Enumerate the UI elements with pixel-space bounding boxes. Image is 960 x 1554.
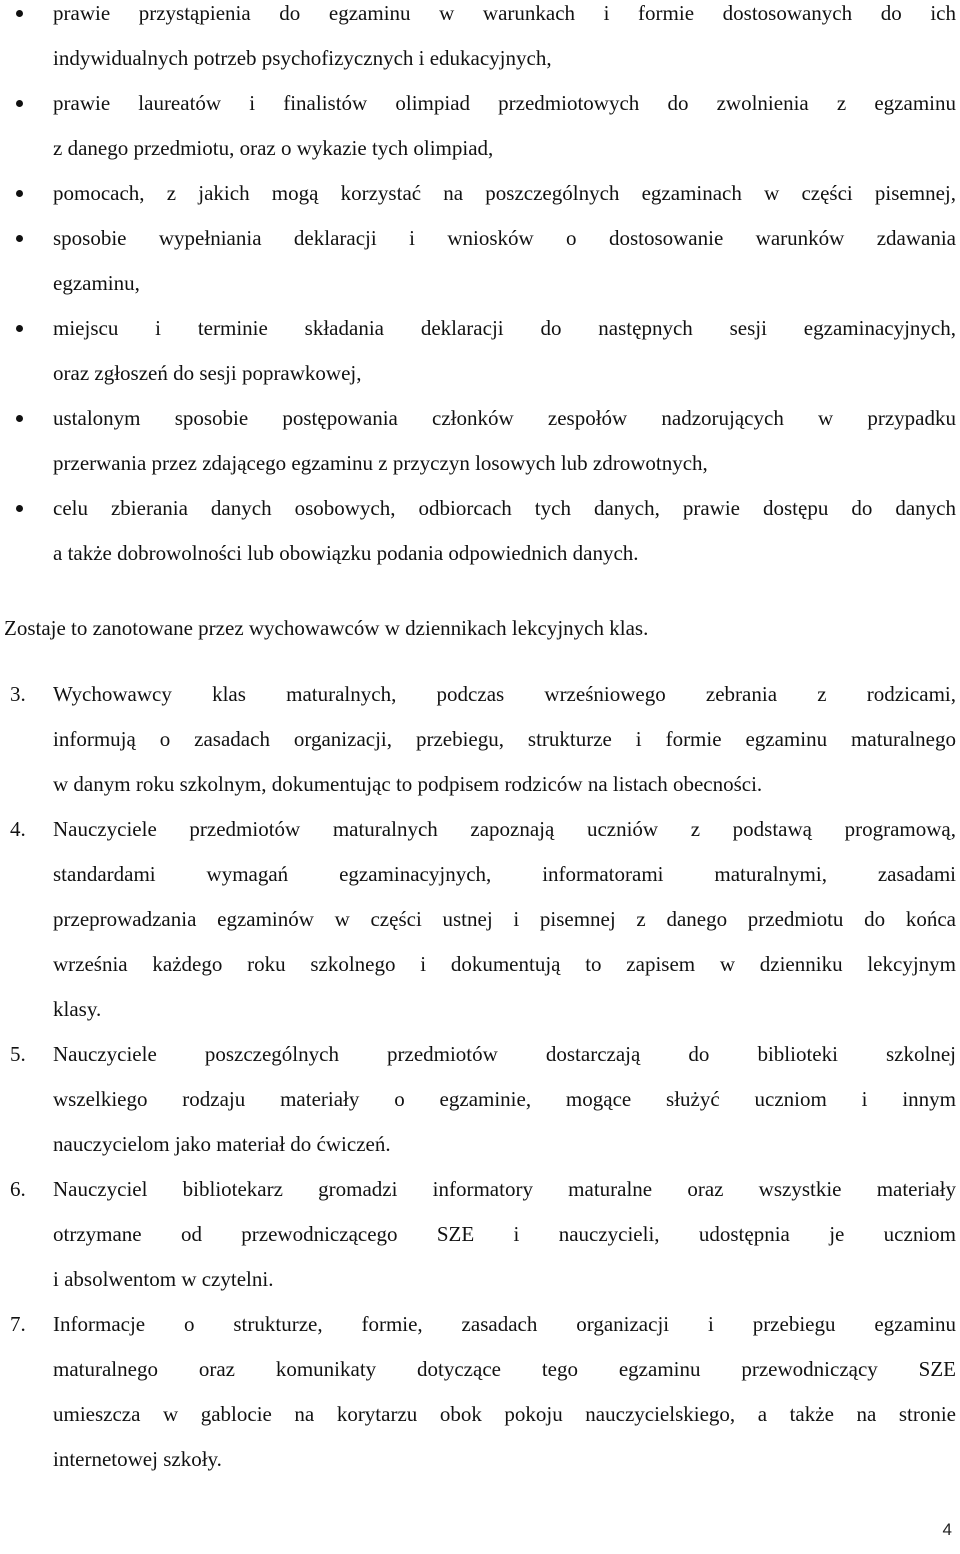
- item-line: Wychowawcy klas maturalnych, podczas wrześniowego zebrania z rodzicami,: [53, 682, 956, 706]
- item-line: informują o zasadach organizacji, przebiegu, strukturze i formie egzaminu maturalnego: [53, 727, 956, 751]
- page-number: 4: [942, 1520, 952, 1539]
- item-line: umieszcza w gablocie na korytarzu obok pokoju nauczycielskiego, a także na stronie: [53, 1402, 956, 1426]
- bullet-dot-icon: [16, 235, 23, 242]
- numbered-item: [0, 672, 960, 807]
- item-line: standardami wymagań egzaminacyjnych, informatorami maturalnymi, zasadami: [53, 862, 956, 886]
- numbered-item: [0, 1302, 960, 1482]
- bullet-line: pomocach, z jakich mogą korzystać na poszczególnych egzaminach w części pisemnej,: [53, 181, 956, 205]
- item-line: Nauczyciel bibliotekarz gromadzi informatory maturalne oraz wszystkie materiały: [53, 1177, 956, 1201]
- bullet-line: a także dobrowolności lub obowiązku podania odpowiednich danych.: [53, 541, 639, 565]
- bullet-line: sposobie wypełniania deklaracji i wniosków o dostosowanie warunków zdawania: [53, 226, 956, 250]
- bullet-line: prawie laureatów i finalistów olimpiad przedmiotowych do zwolnienia z egzaminu: [53, 91, 956, 115]
- bullet-item: [0, 171, 960, 216]
- item-number: 6.: [10, 1177, 26, 1201]
- bullet-dot-icon: [16, 100, 23, 107]
- bullet-item: [0, 306, 960, 396]
- item-line: klasy.: [53, 997, 102, 1021]
- item-line: maturalnego oraz komunikaty dotyczące tego egzaminu przewodniczący SZE: [53, 1357, 956, 1381]
- bullet-item: [0, 486, 960, 576]
- item-number: 4.: [10, 817, 26, 841]
- item-line: internetowej szkoły.: [53, 1447, 222, 1471]
- bullet-line: egzaminu,: [53, 271, 140, 295]
- item-line: Nauczyciele poszczególnych przedmiotów dostarczają do biblioteki szkolnej: [53, 1042, 956, 1066]
- bullet-list: [0, 0, 960, 576]
- bullet-line: prawie przystąpienia do egzaminu w warunkach i formie dostosowanych do ich: [53, 1, 956, 25]
- bullet-line: celu zbierania danych osobowych, odbiorcach tych danych, prawie dostępu do danych: [53, 496, 956, 520]
- bullet-dot-icon: [16, 325, 23, 332]
- bullet-line: indywidualnych potrzeb psychofizycznych i edukacyjnych,: [53, 46, 552, 70]
- bullet-dot-icon: [16, 415, 23, 422]
- item-line: otrzymane od przewodniczącego SZE i nauczycieli, udostępnia je uczniom: [53, 1222, 956, 1246]
- bullet-item: [0, 0, 960, 81]
- item-line: Informacje o strukturze, formie, zasadach organizacji i przebiegu egzaminu: [53, 1312, 956, 1336]
- item-line: wszelkiego rodzaju materiały o egzaminie, mogące służyć uczniom i innym: [53, 1087, 956, 1111]
- item-line: w danym roku szkolnym, dokumentując to podpisem rodziców na listach obecności.: [53, 772, 763, 796]
- note-paragraph: Zostaje to zanotowane przez wychowawców w dziennikach lekcyjnych klas.: [4, 616, 649, 640]
- bullet-dot-icon: [16, 505, 23, 512]
- numbered-item: [0, 807, 960, 1032]
- bullet-item: [0, 81, 960, 171]
- bullet-line: ustalonym sposobie postępowania członków zespołów nadzorujących w przypadku: [53, 406, 956, 430]
- bullet-line: miejscu i terminie składania deklaracji do następnych sesji egzaminacyjnych,: [53, 316, 956, 340]
- numbered-list: [0, 672, 960, 1482]
- item-line: przeprowadzania egzaminów w części ustnej i pisemnej z danego przedmiotu do końca: [53, 907, 956, 931]
- bullet-dot-icon: [16, 190, 23, 197]
- bullet-item: [0, 396, 960, 486]
- item-line: nauczycielom jako materiał do ćwiczeń.: [53, 1132, 391, 1156]
- bullet-line: przerwania przez zdającego egzaminu z przyczyn losowych lub zdrowotnych,: [53, 451, 708, 475]
- bullet-dot-icon: [16, 10, 23, 17]
- bullet-item: [0, 216, 960, 306]
- item-line: września każdego roku szkolnego i dokumentują to zapisem w dzienniku lekcyjnym: [53, 952, 956, 976]
- item-number: 3.: [10, 682, 26, 706]
- numbered-item: [0, 1032, 960, 1167]
- item-line: i absolwentom w czytelni.: [53, 1267, 274, 1291]
- numbered-item: [0, 1167, 960, 1302]
- item-number: 7.: [10, 1312, 26, 1336]
- bullet-line: oraz zgłoszeń do sesji poprawkowej,: [53, 361, 362, 385]
- item-number: 5.: [10, 1042, 26, 1066]
- item-line: Nauczyciele przedmiotów maturalnych zapoznają uczniów z podstawą programową,: [53, 817, 956, 841]
- bullet-line: z danego przedmiotu, oraz o wykazie tych olimpiad,: [53, 136, 494, 160]
